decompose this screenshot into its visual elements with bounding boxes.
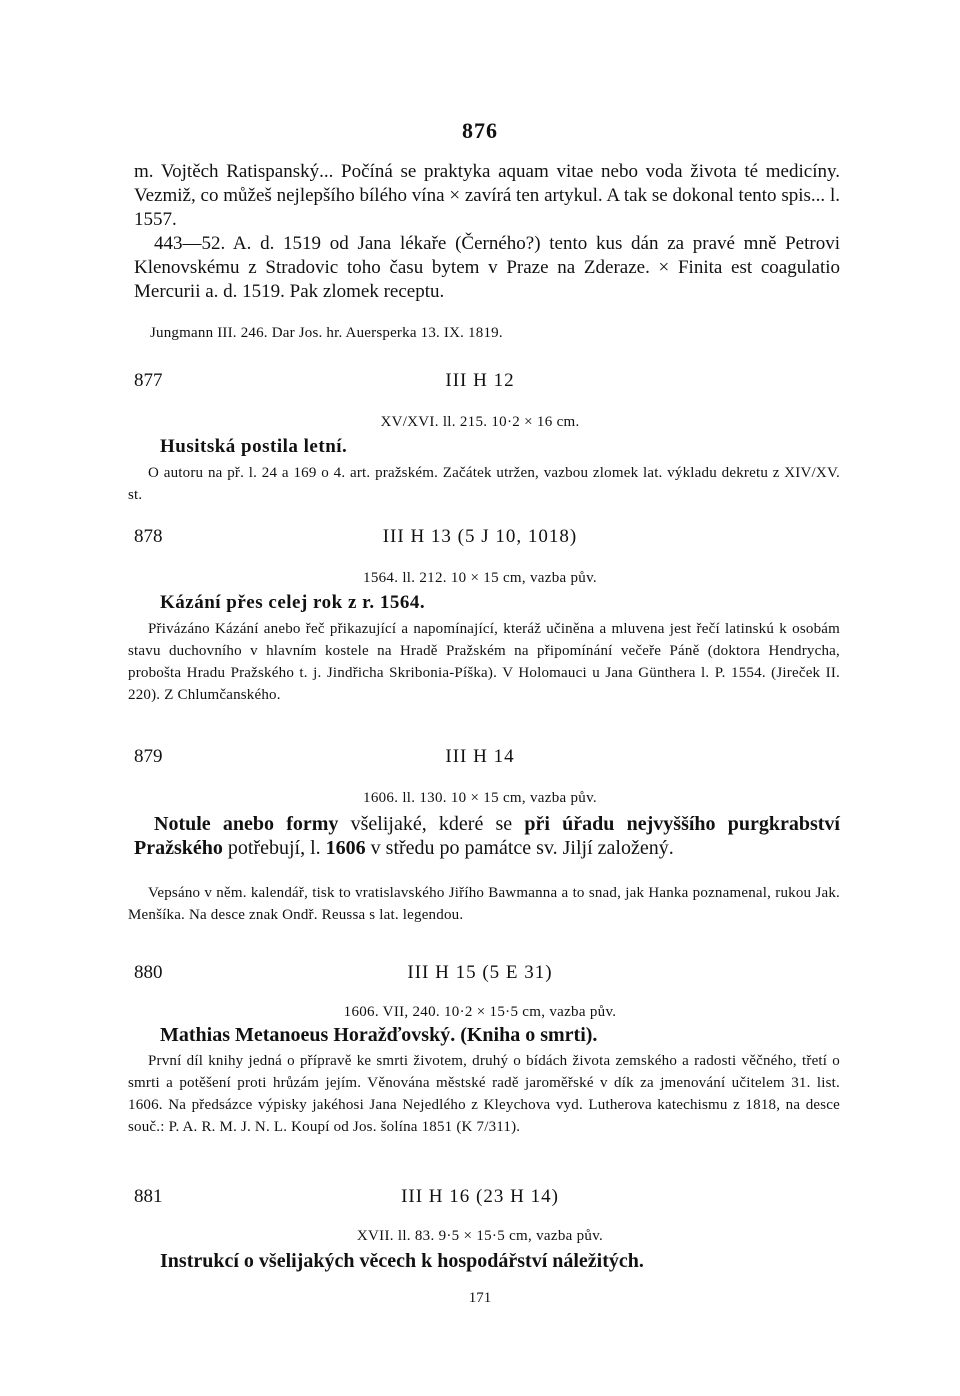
entry-signature: III H 15 (5 E 31) [407,962,553,983]
entry-meta: 1606. VII, 240. 10·2 × 15·5 cm, vazba pův. [343,1004,617,1020]
title-part-bold: Notule anebo formy [154,813,339,835]
entry-description-text: Vepsáno v něm. kalendář, tisk to vratislavského Jiřího Bawmanna a to snad, jak Hanka poznamenal, rukou Jak. Menšíka. Na desce znak Ondř. Reussa s lat. legendou. [128,885,840,923]
intro-paragraph: m. Vojtěch Ratispanský... Počíná se praktyka aquam vitae nebo voda života té medicíny. Vezmiž, co můžeš nejlepšího bílého vína × zavírá ten artykul. A tak se dokonal tento spis... l. 1557. [134,161,840,230]
entry-title: Husitská postila letní. [160,436,348,457]
title-part: všelijaké, kderé se [338,813,525,835]
entry-title [134,812,840,860]
intro-note: Jungmann III. 246. Dar Jos. hr. Auersperka 13. IX. 1819. [150,325,503,341]
entry-description [128,882,840,926]
entry-meta: 1606. ll. 130. 10 × 15 cm, vazba pův. [363,790,597,806]
title-part: potřebují, l. [222,837,326,859]
entry-signature: III H 12 [445,370,515,391]
entry-number: 877 [134,370,163,391]
entry-meta: 1564. ll. 212. 10 × 15 cm, vazba pův. [363,570,597,586]
entry-description-text: O autoru na př. l. 24 a 169 o 4. art. pražském. Začátek utržen, vazbou zlomek lat. výkladu dekretu z XIV/XV. st. [128,465,840,503]
entry-description-text: První díl knihy jedná o přípravě ke smrti životem, druhý o bídách života zemského a radosti věčného, třetí o smrti a potěšení proti hrůzám jejím. Věnována městské radě jaroměřské v dík za jmenování učitelem 31. list. 1606. Na předsázce výpisky jakéhosi Jana Nejedlého z Kleychova vyd. Lutherova katechismu z 1818, na desce souč.: P. A. R. M. J. N. L. Koupí od Jos. šolína 1851 (K 7/311). [128,1053,840,1135]
entry-number: 880 [134,962,163,983]
entry-title: Mathias Metanoeus Horažďovský. (Kniha o smrti). [160,1024,598,1046]
intro-paragraph-2 [134,232,840,304]
entry-number: 878 [134,526,163,547]
entry-meta: XV/XVI. ll. 215. 10·2 × 16 cm. [380,414,580,430]
intro-text-2: 443—52. A. d. 1519 od Jana lékaře (Černého?) tento kus dán za pravé mně Petrovi Klenovskému z Stradovic toho času bytem v Praze na Zderaze. × Finita est coagulatio Mercurii a. d. 1519. Pak zlomek receptu. [134,233,840,302]
title-part-bold: 1606 [325,837,366,859]
entry-number: 879 [134,746,163,767]
entry-description [128,1050,840,1138]
entry-description [128,618,840,706]
title-part: v středu po památce sv. Jiljí založený. [365,837,674,859]
entry-title: Instrukcí o všelijakých věcech k hospodářství náležitých. [160,1250,644,1272]
entry-signature: III H 16 (23 H 14) [401,1186,559,1207]
entry-number: 881 [134,1186,163,1207]
entry-signature: III H 13 (5 J 10, 1018) [382,526,578,547]
page-number-footer: 171 [468,1290,492,1306]
entry-title: Kázání přes celej rok z r. 1564. [160,592,426,613]
page-number-header: 876 [462,118,498,143]
entry-description-text: Přivázáno Kázání anebo řeč přikazující a napomínající, kteráž učiněna a mluvena jest řečí latinskú k osobám stavu duchovního v hlavním kostele na Hradě Pražském na připomínání večeře Páně (doktora Hendrycha, probošta Hradu Pražského t. j. Jindřicha Skribonia-Píška). V Holomauci u Jana Günthera l. P. 1554. (Jireček II. 220). Z Chlumčanského. [128,621,840,703]
entry-meta: XVII. ll. 83. 9·5 × 15·5 cm, vazba pův. [356,1228,604,1244]
entry-description [128,462,840,506]
title-part-bold: při úřadu nejvyššího purgkrabství Pražského [134,813,840,859]
entry-signature: III H 14 [445,746,515,767]
